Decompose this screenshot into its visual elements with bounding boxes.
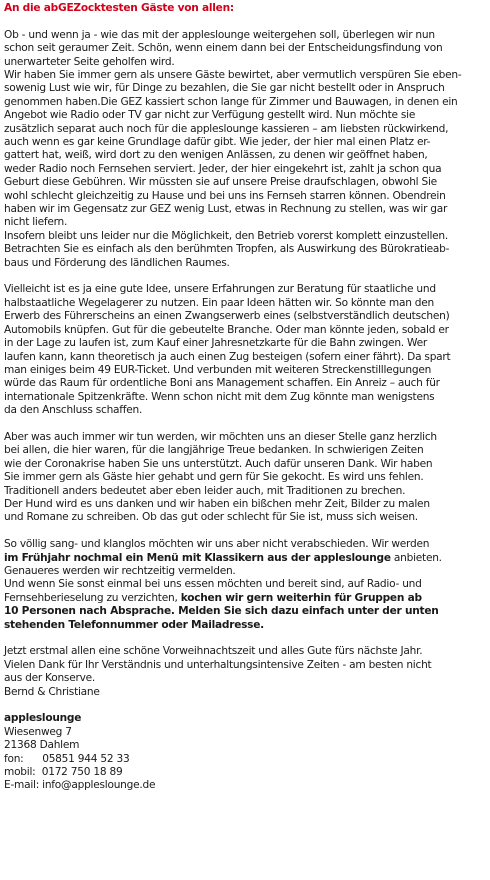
contact-city: 21368 Dahlem bbox=[4, 739, 80, 752]
text-line: bei allen, die hier waren, für die langjährige Treue bedanken. In schwierigen Zeiten bbox=[4, 444, 424, 457]
text-line: Angebot wie Radio oder TV gar nicht zur Verfügung gestellt wird. Nun möchte sie bbox=[4, 109, 416, 122]
letter-heading: An die abGEZocktesten Gäste von allen: bbox=[4, 2, 234, 14]
paragraph-closing bbox=[4, 645, 486, 699]
text-span: anbieten. bbox=[390, 551, 442, 564]
paragraph-thanks bbox=[4, 431, 486, 525]
text-line: wie der Coronakrise haben Sie uns unterstützt. Auch dafür unseren Dank. Wir haben bbox=[4, 457, 433, 470]
text-line: Automobils knüpfen. Gut für die gebeutelte Branche. Oder man könnte jeden, sobald er bbox=[4, 323, 449, 336]
text-line: Genaueres werden wir rechtzeitig vermelden. bbox=[4, 564, 236, 577]
text-line bbox=[4, 552, 486, 565]
text-line: da den Anschluss schaffen. bbox=[4, 404, 143, 417]
contact-email[interactable]: E-mail: info@appleslounge.de bbox=[4, 779, 156, 792]
paragraph-ideas bbox=[4, 283, 486, 417]
text-line: Und wenn Sie sonst einmal bei uns essen möchten und bereit sind, auf Radio- und bbox=[4, 578, 422, 591]
text-line: weder Radio noch Fernsehen serviert. Jeder, der hier eingekehrt ist, zahlt ja schon qua bbox=[4, 162, 442, 175]
text-line: unerwarteter Seite geholfen wird. bbox=[4, 55, 175, 68]
contact-block bbox=[4, 712, 486, 792]
text-line bbox=[4, 605, 486, 618]
text-line: und Romane zu schreiben. Ob das gut oder schlecht für Sie ist, muss sich weisen. bbox=[4, 511, 418, 524]
spacer bbox=[4, 632, 486, 645]
paragraph-farewell-menu bbox=[4, 538, 486, 632]
spacer bbox=[4, 270, 486, 283]
text-line: schon seit geraumer Zeit. Schön, wenn einem dann bei der Entscheidungsfindung von bbox=[4, 42, 443, 55]
text-line: gattert hat, weiß, wird dort zu den wenigen Anlässen, zu denen wir geöffnet haben, bbox=[4, 149, 428, 162]
text-line bbox=[4, 592, 486, 605]
text-line: in der Lage zu laufen ist, zum Kauf einer Jahresnetzkarte für die Bahn zwingen. Wer bbox=[4, 337, 428, 350]
spacer bbox=[4, 418, 486, 431]
text-line: Sie immer gern als Gäste hier gehabt und gern für Sie gekocht. Es wird uns fehlen. bbox=[4, 471, 424, 484]
contact-phone: fon: 05851 944 52 33 bbox=[4, 752, 130, 765]
text-line: Erwerb des Führerscheins an einen Zwangserwerb eines (selbstverständlich deutschen) bbox=[4, 310, 450, 323]
text-line: Ob - und wenn ja - wie das mit der appleslounge weitergehen soll, überlegen wir nun bbox=[4, 28, 435, 41]
text-line: baus und Förderung des ländlichen Raumes. bbox=[4, 256, 230, 269]
text-line: Der Hund wird es uns danken und wir haben ein bißchen mehr Zeit, Bilder zu malen bbox=[4, 497, 430, 510]
paragraph-gez bbox=[4, 29, 486, 270]
text-line: genommen haben.Die GEZ kassiert schon lange für Zimmer und Bauwagen, in denen ein bbox=[4, 95, 458, 108]
text-line: So völlig sang- und klanglos möchten wir uns aber nicht verabschieden. Wir werden bbox=[4, 538, 430, 551]
bold-text: 10 Personen nach Absprache. Melden Sie sich dazu einfach unter der unten bbox=[4, 605, 439, 618]
text-line: Traditionell anders bedeutet aber eben leider auch, mit Traditionen zu brechen. bbox=[4, 484, 406, 497]
text-line: internationale Spitzenkräfte. Wenn schon nicht mit dem Zug könnte man wenigstens bbox=[4, 390, 435, 403]
spacer bbox=[4, 15, 486, 28]
text-line: sowenig Lust wie wir, für Dinge zu bezahlen, die Sie gar nicht bestellt oder in Anspruch bbox=[4, 82, 445, 95]
text-span: Fernsehberieselung zu verzichten, bbox=[4, 591, 181, 604]
text-line: haben wir im Gegensatz zur GEZ wenig Lust, etwas in Rechnung zu stellen, was wir gar bbox=[4, 203, 448, 216]
text-line: Betrachten Sie es einfach als den berühmten Tropfen, als Auswirkung des Bürokratieab- bbox=[4, 243, 450, 256]
text-line: zusätzlich separat auch noch für die appleslounge kassieren – am liebsten rückwirkend, bbox=[4, 122, 449, 135]
signature: Bernd & Christiane bbox=[4, 685, 100, 698]
text-line: wohl schlecht gleichzeitig zu Hause und bei uns ins Fernseh starren können. Obendrein bbox=[4, 189, 446, 202]
text-line: laufen kann, kann theoretisch ja auch einen Zug besteigen (sofern einer fährt). Da spart bbox=[4, 350, 451, 363]
contact-mobile: mobil: 0172 750 18 89 bbox=[4, 766, 123, 779]
text-line: Geburt diese Gebühren. Wir müssten sie auf unsere Preise draufschlagen, obwohl Sie bbox=[4, 176, 437, 189]
text-line: nicht liefern. bbox=[4, 216, 68, 229]
text-line: aus der Konserve. bbox=[4, 672, 95, 685]
letter bbox=[4, 0, 486, 793]
spacer bbox=[4, 525, 486, 538]
text-line: würde das Raum für ordentliche Boni ans Management schaffen. Ein Anreiz – auch für bbox=[4, 377, 440, 390]
text-line: halbstaatliche Wegelagerer zu nutzen. Ein paar Ideen hätten wir. So könnte man den bbox=[4, 296, 434, 309]
text-line: Jetzt erstmal allen eine schöne Vorweihnachtszeit und alles Gute fürs nächste Jahr. bbox=[4, 645, 423, 658]
text-line: Vielleicht ist es ja eine gute Idee, unsere Erfahrungen zur Beratung für staatliche und bbox=[4, 283, 436, 296]
spacer bbox=[4, 699, 486, 712]
text-line: Vielen Dank für Ihr Verständnis und unterhaltungsintensive Zeiten - am besten nicht bbox=[4, 658, 432, 671]
bold-text: stehenden Telefonnummer oder Mailadresse. bbox=[4, 618, 264, 631]
text-line: man einiges beim 49 EUR-Ticket. Und verbunden mit weiteren Streckenstilllegungen bbox=[4, 363, 432, 376]
text-line: Wir haben Sie immer gern als unsere Gäste bewirtet, aber vermutlich verspüren Sie eben- bbox=[4, 69, 462, 81]
text-line bbox=[4, 619, 486, 632]
contact-name: appleslounge bbox=[4, 712, 82, 725]
contact-street: Wiesenweg 7 bbox=[4, 725, 72, 738]
text-line: Aber was auch immer wir tun werden, wir möchten uns an dieser Stelle ganz herzlich bbox=[4, 430, 437, 443]
bold-text: kochen wir gern weiterhin für Gruppen ab bbox=[180, 591, 422, 604]
bold-text: im Frühjahr nochmal ein Menü mit Klassikern aus der appleslounge bbox=[4, 551, 391, 564]
text-line: Insofern bleibt uns leider nur die Möglichkeit, den Betrieb vorerst komplett einzustellen. bbox=[4, 229, 448, 242]
text-line: auch wenn es gar keine Grundlage dafür gibt. Wie jeder, der hier mal einen Platz er- bbox=[4, 136, 431, 149]
